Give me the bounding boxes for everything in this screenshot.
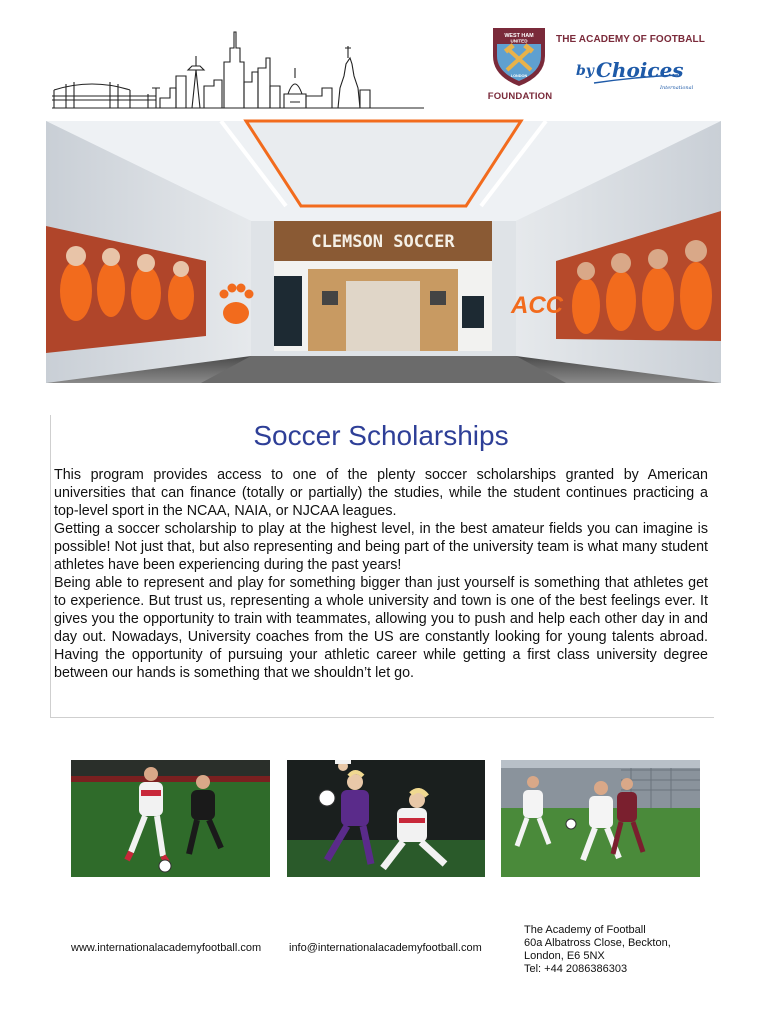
logo-by-text: by bbox=[576, 63, 594, 79]
west-ham-crest-icon bbox=[489, 26, 549, 88]
photo-men-match-night bbox=[71, 760, 270, 877]
hero-image-clemson-tunnel bbox=[46, 121, 721, 383]
photo-women-match bbox=[287, 760, 485, 877]
footer-email-link[interactable]: info@internationalacademyfootball.com bbox=[289, 942, 482, 954]
article-body bbox=[54, 466, 708, 682]
footer-address-line2: London, E6 5NX bbox=[524, 950, 605, 962]
choices-international-logo bbox=[574, 55, 694, 93]
footer-address bbox=[524, 924, 671, 976]
footer-telephone: Tel: +44 2086386303 bbox=[524, 963, 628, 975]
crest-line3: LONDON bbox=[510, 74, 528, 78]
footer-address-name: The Academy of Football bbox=[524, 924, 646, 936]
article-paragraph-3: Being able to represent and play for something bigger than just yourself is something that athletes get to experience. But trust us, representing a whole university and town is one of the best feelings ever. It gives you the opportunity to train with teammates, allowing you to push and help each other day in and day out. Nowadays, University coaches from the US are constantly looking for young talents abroad. Having the opportunity of pursuing your athletic career while getting a first class university degree between our hands is something that we shouldn’t let go. bbox=[54, 575, 708, 681]
city-skyline-icon bbox=[52, 28, 424, 112]
academy-title: THE ACADEMY OF FOOTBALL bbox=[556, 34, 705, 45]
crest-org-label: FOUNDATION bbox=[487, 91, 553, 102]
logo-sub-text: International bbox=[660, 85, 694, 91]
footer-address-line1: 60a Albatross Close, Beckton, bbox=[524, 937, 671, 949]
article-paragraph-1: This program provides access to one of the plenty soccer scholarships granted by American universities that can finance (totally or partially) the studies, while the student continues practicing a top-level sport in the NCAA, NAIA, or NJCAA leagues. bbox=[54, 467, 708, 519]
hero-sign-text: CLEMSON SOCCER bbox=[311, 232, 455, 252]
page-title: Soccer Scholarships bbox=[253, 420, 509, 451]
hero-acc-logo: ACC bbox=[511, 292, 563, 319]
crest-line2: UNITED bbox=[510, 38, 528, 44]
crest-line1: WEST HAM bbox=[504, 33, 534, 39]
footer-website-link[interactable]: www.internationalacademyfootball.com bbox=[71, 942, 262, 954]
photo-men-match-day bbox=[501, 760, 700, 877]
article-paragraph-2: Getting a soccer scholarship to play at the highest level, in the best amateur fields you can imagine is possible! Not just that, but also representing and being part of the university team is what many student athletes have been experiencing during the past years! bbox=[54, 521, 708, 573]
logo-choices-text: Choices bbox=[596, 58, 684, 82]
